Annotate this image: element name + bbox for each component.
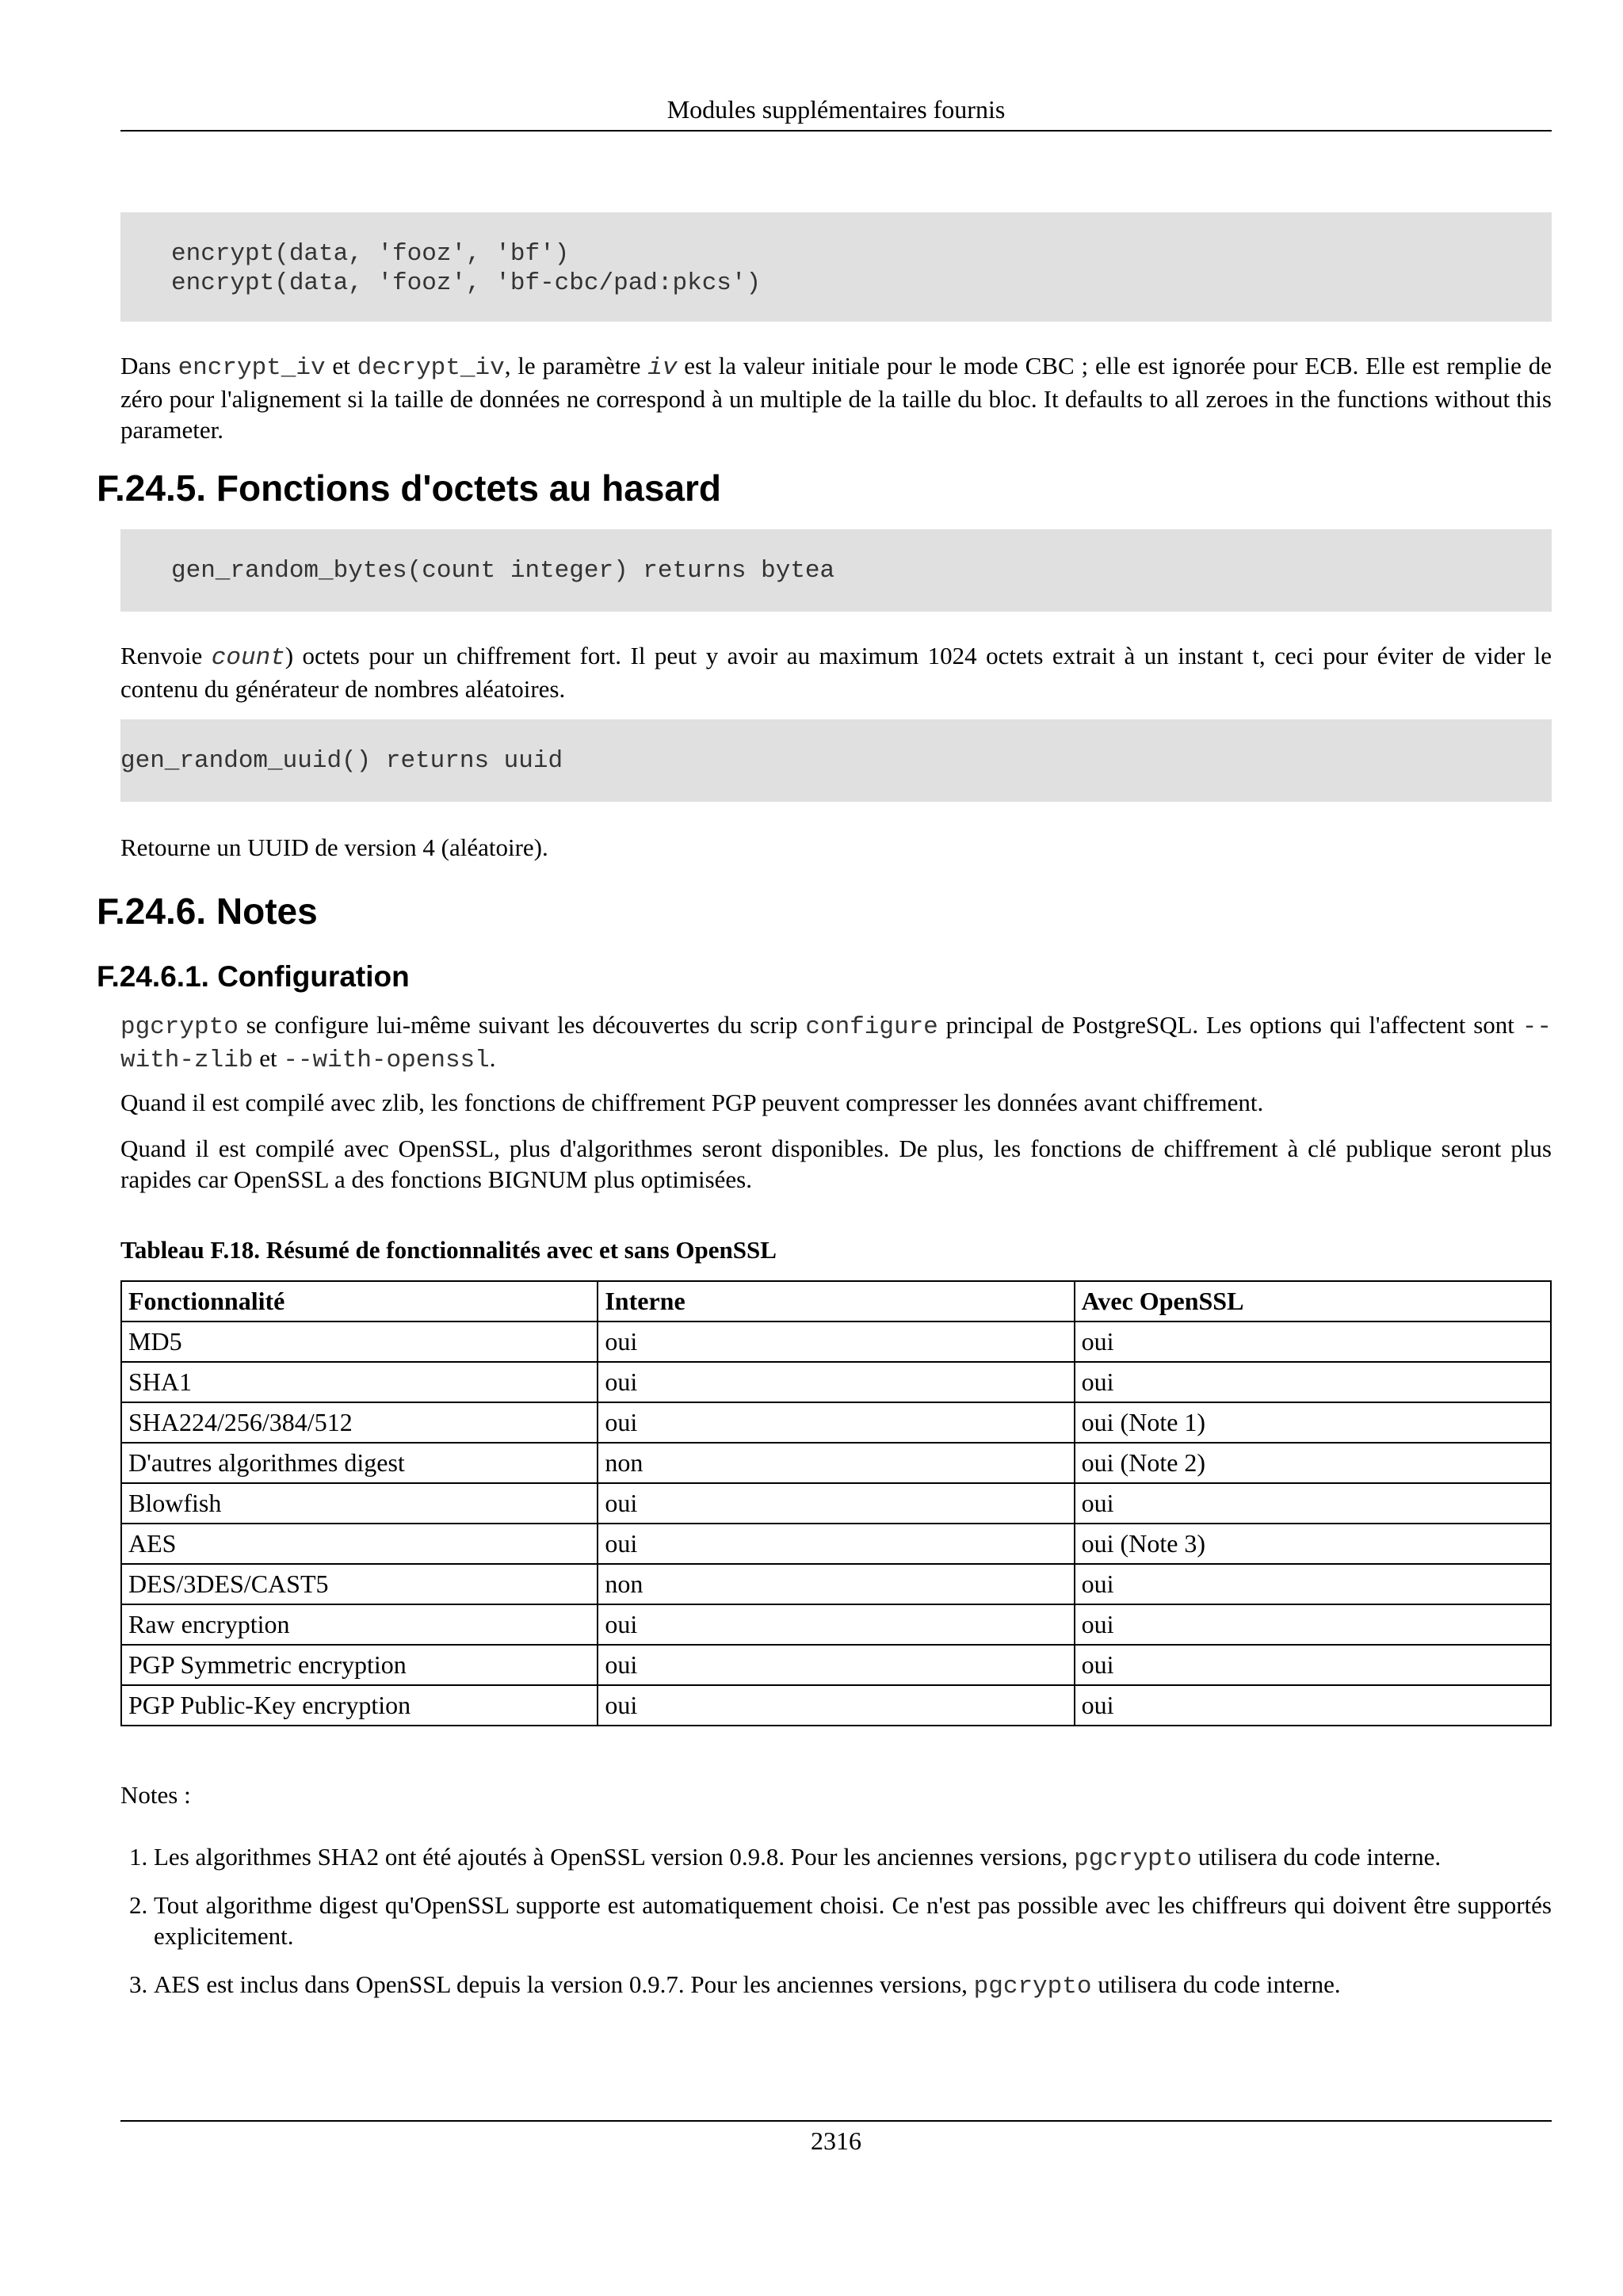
table-header-cell: Avec OpenSSL [1075,1281,1551,1322]
table-cell: oui [1075,1604,1551,1645]
table-cell: DES/3DES/CAST5 [121,1564,598,1604]
table-cell: oui [598,1524,1074,1564]
table-cell: Raw encryption [121,1604,598,1645]
code-block-gen-random-bytes: gen_random_bytes(count integer) returns bytea [120,529,1552,612]
table-cell: oui [598,1604,1074,1645]
table-cell: oui [1075,1564,1551,1604]
page-number: 2316 [120,2120,1552,2158]
code-encrypt-iv: encrypt_iv [178,354,326,382]
paragraph-config: pgcrypto se configure lui-même suivant les découvertes du scrip configure principal de PostgreSQL. Les options qui l'affectent sont --with-zlib et --with-openssl. [120,1011,1552,1074]
table-row [121,1362,1551,1402]
table-cell: PGP Public-Key encryption [121,1685,598,1726]
table-cell: oui [1075,1645,1551,1685]
paragraph-count: Renvoie count) octets pour un chiffrement fort. Il peut y avoir au maximum 1024 octets extrait à un instant t, ceci pour éviter de vider le contenu du générateur de nombres aléatoires. [120,642,1552,703]
code-decrypt-iv: decrypt_iv [357,354,505,382]
table-header-row [121,1281,1551,1322]
table-row [121,1604,1551,1645]
table-cell: oui [598,1402,1074,1443]
table-row [121,1524,1551,1564]
table-cell: D'autres algorithmes digest [121,1443,598,1483]
table-row [121,1564,1551,1604]
table-cell: oui [598,1685,1074,1726]
table-cell: MD5 [121,1322,598,1362]
table-row [121,1645,1551,1685]
table-cell: oui [598,1645,1074,1685]
table-cell: oui [1075,1322,1551,1362]
table-header-cell: Fonctionnalité [121,1281,598,1322]
table-row [121,1443,1551,1483]
table-cell: oui [598,1362,1074,1402]
table-cell: oui (Note 3) [1075,1524,1551,1564]
table-cell: oui (Note 1) [1075,1402,1551,1443]
code-block-gen-random-uuid: gen_random_uuid() returns uuid [120,719,1552,802]
code-with-openssl: --with-openssl [283,1047,490,1074]
code-iv: iv [647,354,678,382]
list-item: 3. AES est inclus dans OpenSSL depuis la version 0.9.7. Pour les anciennes versions, pgcrypto utilisera du code interne. [154,1969,1552,2002]
section-title-f246: F.24.6. Notes [97,891,318,932]
table-cell: SHA1 [121,1362,598,1402]
table-cell: oui [598,1322,1074,1362]
page-header: Modules supplémentaires fournis [120,92,1552,132]
section-title-f2461: F.24.6.1. Configuration [97,960,410,993]
notes-label: Notes : [120,1781,191,1809]
table-cell: AES [121,1524,598,1564]
table-cell: oui (Note 2) [1075,1443,1551,1483]
table-cell: oui [598,1483,1074,1524]
table-cell: non [598,1443,1074,1483]
table-cell: oui [1075,1483,1551,1524]
code-block-encrypt: encrypt(data, 'fooz', 'bf') encrypt(data, 'fooz', 'bf-cbc/pad:pkcs') [120,212,1552,322]
table-cell: oui [1075,1685,1551,1726]
paragraph-openssl: Quand il est compilé avec OpenSSL, plus d'algorithmes seront disponibles. De plus, les fonctions de chiffrement à clé publique seront plus rapides car OpenSSL a des fonctions BIGNUM plus optimisées. [120,1135,1552,1193]
table-header-cell: Interne [598,1281,1074,1322]
code-with-zlib: --with-zlib [120,1013,1552,1074]
list-item: 1. Les algorithmes SHA2 ont été ajoutés à OpenSSL version 0.9.8. Pour les anciennes versions, pgcrypto utilisera du code interne. [154,1841,1552,1875]
table-caption: Tableau F.18. Résumé de fonctionnalités avec et sans OpenSSL [120,1236,777,1264]
table-cell: SHA224/256/384/512 [121,1402,598,1443]
notes-list [120,1841,1552,2017]
list-item: 2. Tout algorithme digest qu'OpenSSL supporte est automatiquement choisi. Ce n'est pas possible avec les chiffreurs qui doivent être supportés explicitement. [154,1890,1552,1954]
table-cell: Blowfish [121,1483,598,1524]
paragraph-uuid: Retourne un UUID de version 4 (aléatoire). [120,833,548,861]
table-row [121,1685,1551,1726]
paragraph-zlib: Quand il est compilé avec zlib, les fonctions de chiffrement PGP peuvent compresser les données avant chiffrement. [120,1089,1264,1116]
feature-table [120,1280,1552,1726]
table-row [121,1402,1551,1443]
table-cell: oui [1075,1362,1551,1402]
code-pgcrypto: pgcrypto [1074,1845,1192,1873]
code-configure: configure [805,1013,938,1041]
table-cell: non [598,1564,1074,1604]
code-pgcrypto: pgcrypto [120,1013,239,1041]
section-title-f245: F.24.5. Fonctions d'octets au hasard [97,467,722,509]
table-cell: PGP Symmetric encryption [121,1645,598,1685]
code-pgcrypto: pgcrypto [973,1973,1092,2000]
table-row [121,1483,1551,1524]
paragraph-iv: Dans encrypt_iv et decrypt_iv, le paramètre iv est la valeur initiale pour le mode CBC ; elle est ignorée pour ECB. Elle est remplie de zéro pour l'alignement si la taille de données ne correspond à un multiple de la taille du bloc. It defaults to all zeroes in the functions without this parameter. [120,352,1552,444]
table-row [121,1322,1551,1362]
code-count: count [211,644,285,672]
